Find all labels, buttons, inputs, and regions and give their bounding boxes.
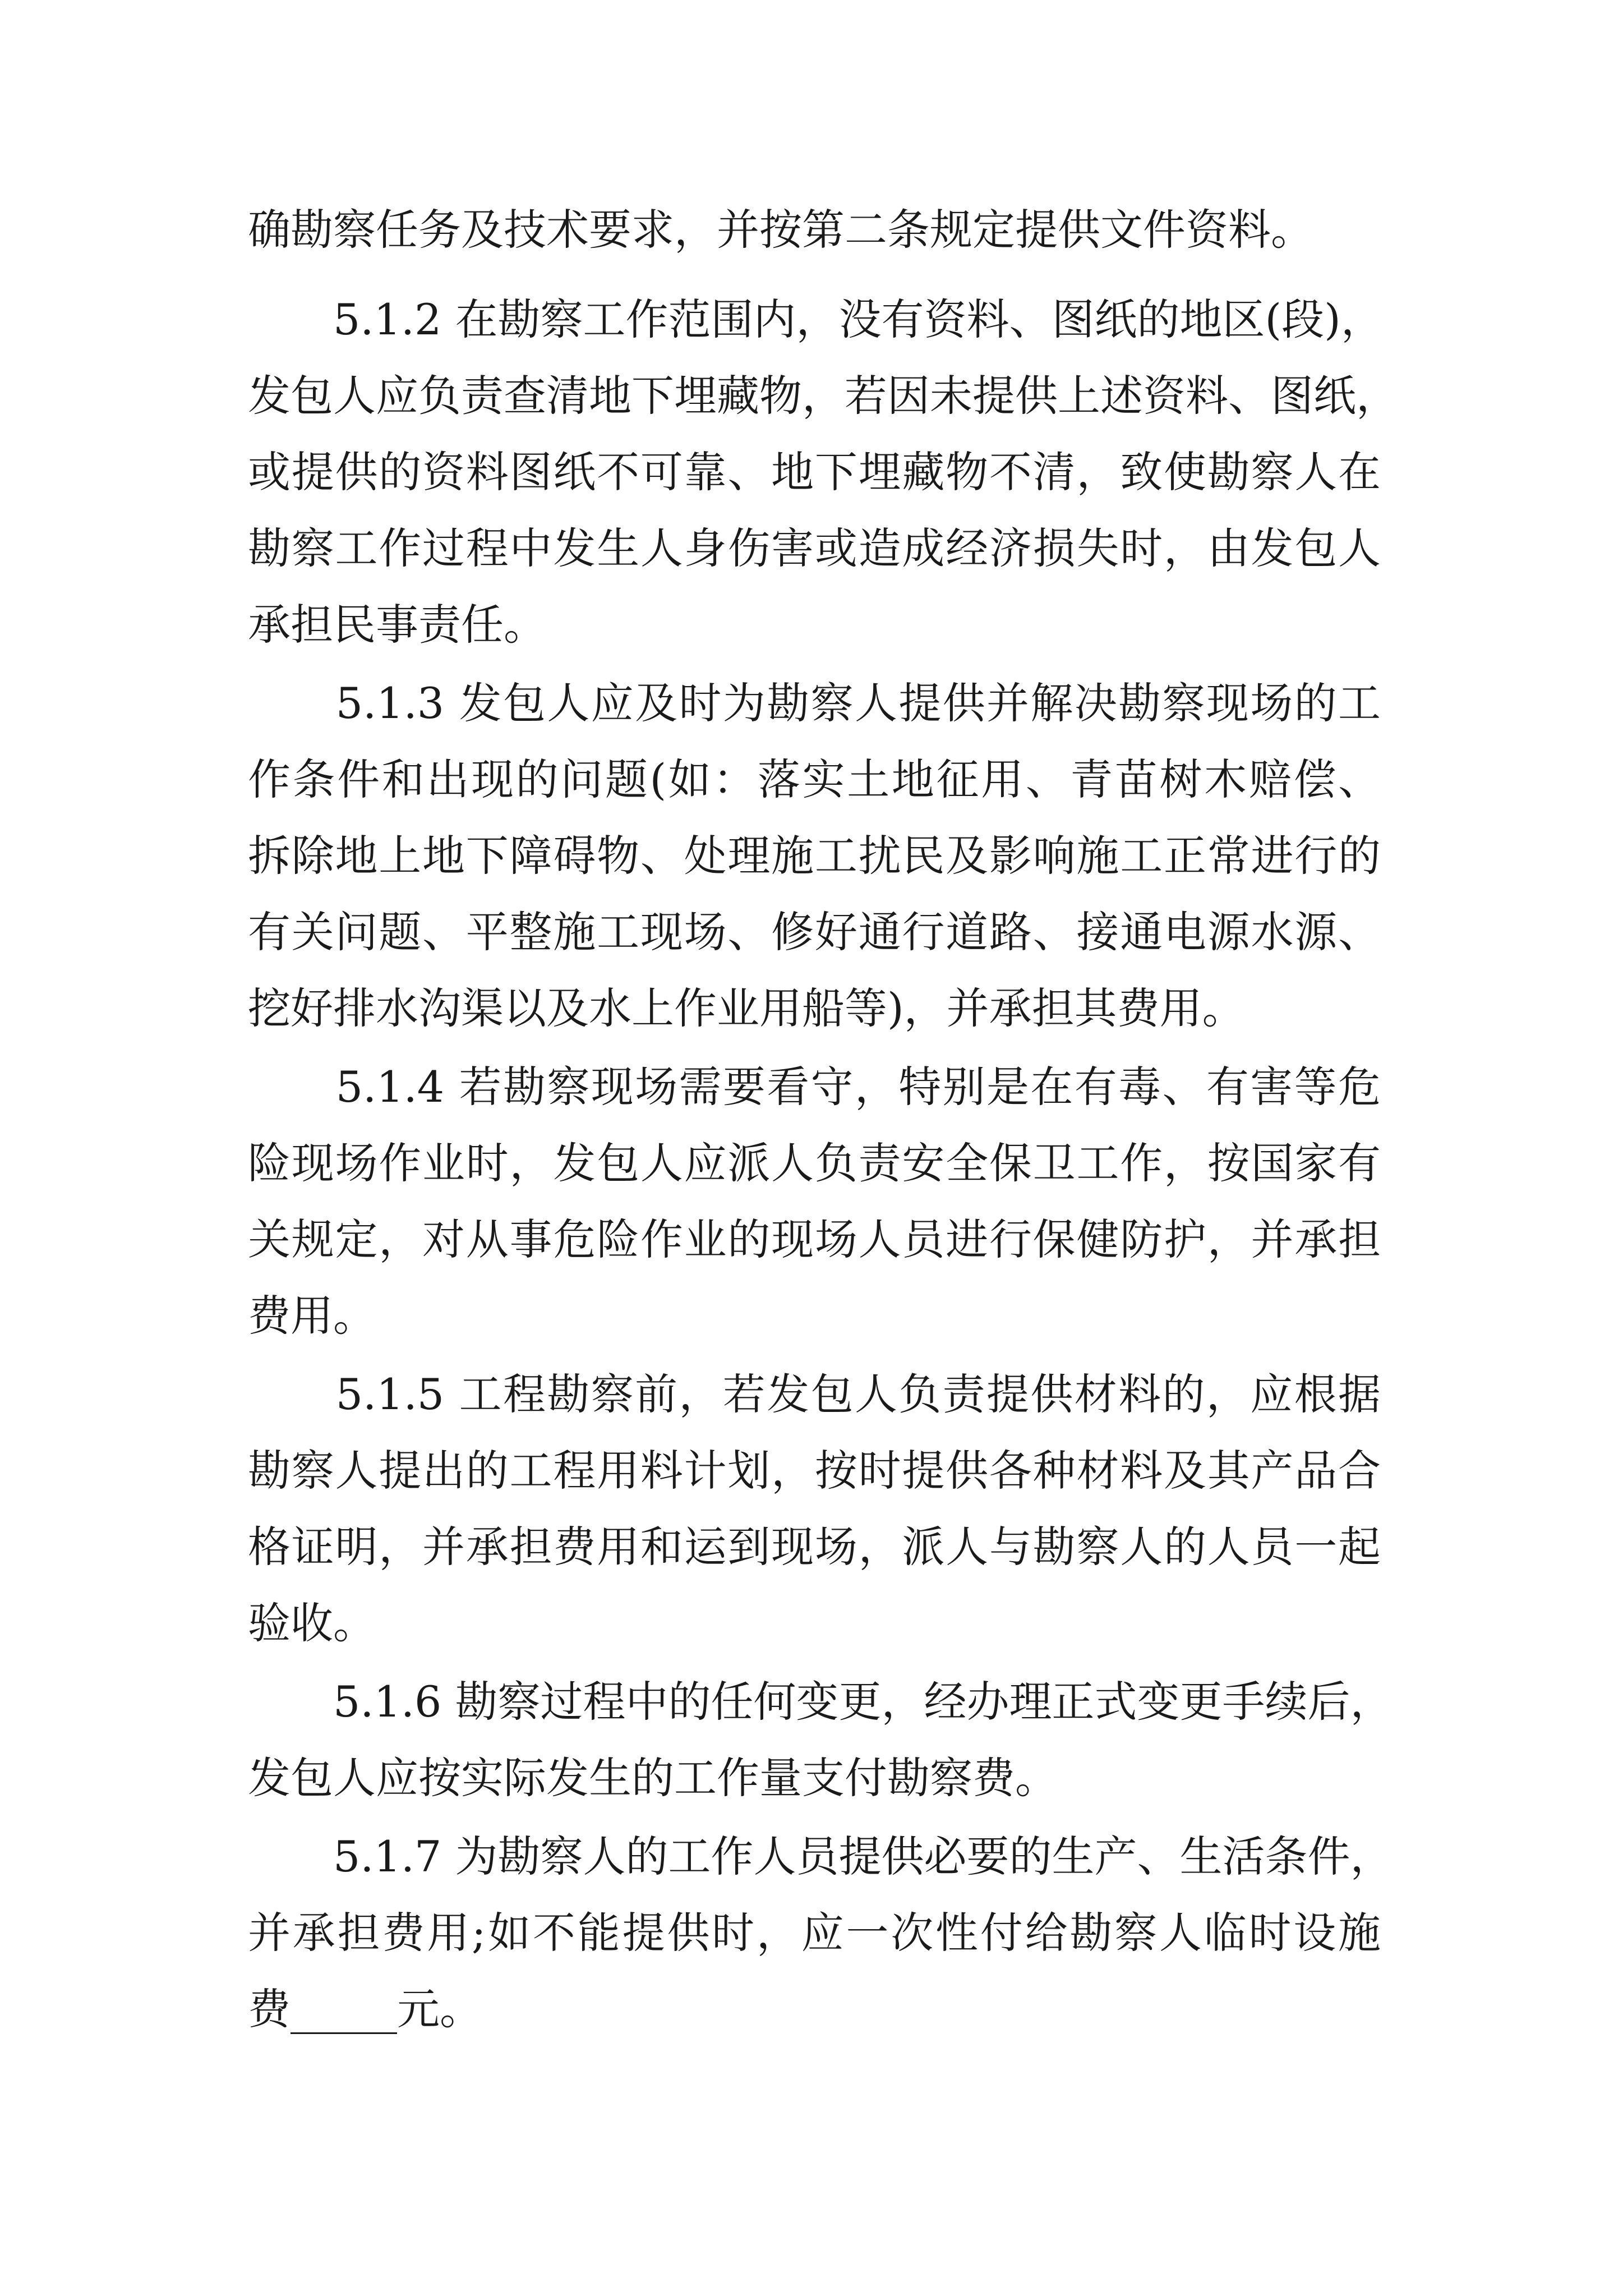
paragraph-line: 勘察工作过程中发生人身伤害或造成经济损失时，由发包人	[248, 523, 1381, 573]
paragraph-line: 验收。	[248, 1598, 376, 1648]
paragraph-line: 勘察人提出的工程用料计划，按时提供各种材料及其产品合	[248, 1446, 1381, 1496]
paragraph-line: 有关问题、平整施工现场、修好通行道路、接通电源水源、	[248, 907, 1381, 957]
paragraph-line: 拆除地上地下障碍物、处理施工扰民及影响施工正常进行的	[248, 831, 1381, 881]
paragraph-line: 格证明，并承担费用和运到现场，派人与勘察人的人员一起	[248, 1522, 1381, 1572]
paragraph-line: 关规定，对从事危险作业的现场人员进行保健防护，并承担	[248, 1214, 1381, 1264]
paragraph-line: 费_____元。	[248, 1984, 482, 2034]
paragraph-line: 承担民事责任。	[248, 600, 546, 650]
paragraph-line: 并承担费用;如不能提供时，应一次性付给勘察人临时设施	[248, 1908, 1381, 1958]
paragraph-line: 5.1.5 工程勘察前，若发包人负责提供材料的，应根据	[248, 1369, 1381, 1419]
paragraph-line: 或提供的资料图纸不可靠、地下埋藏物不清，致使勘察人在	[248, 447, 1381, 497]
paragraph-line: 确勘察任务及技术要求，并按第二条规定提供文件资料。	[248, 205, 1313, 255]
paragraph-line: 5.1.6 勘察过程中的任何变更，经办理正式变更手续后，	[248, 1677, 1393, 1727]
paragraph-line: 5.1.7 为勘察人的工作人员提供必要的生产、生活条件，	[248, 1832, 1393, 1881]
paragraph-line: 发包人应按实际发生的工作量支付勘察费。	[248, 1753, 1058, 1803]
paragraph-line: 5.1.4 若勘察现场需要看守，特别是在有毒、有害等危	[248, 1062, 1381, 1112]
paragraph-line: 作条件和出现的问题(如：落实土地征用、青苗树木赔偿、	[248, 754, 1381, 804]
paragraph-line: 5.1.2 在勘察工作范围内，没有资料、图纸的地区(段)，	[248, 295, 1384, 344]
paragraph-line: 5.1.3 发包人应及时为勘察人提供并解决勘察现场的工	[248, 678, 1381, 728]
paragraph-line: 险现场作业时，发包人应派人负责安全保卫工作，按国家有	[248, 1138, 1381, 1188]
paragraph-line: 费用。	[248, 1291, 376, 1341]
paragraph-line: 发包人应负责查清地下埋藏物，若因未提供上述资料、图纸，	[248, 371, 1399, 421]
paragraph-line: 挖好排水沟渠以及水上作业用船等)，并承担其费用。	[248, 983, 1245, 1033]
